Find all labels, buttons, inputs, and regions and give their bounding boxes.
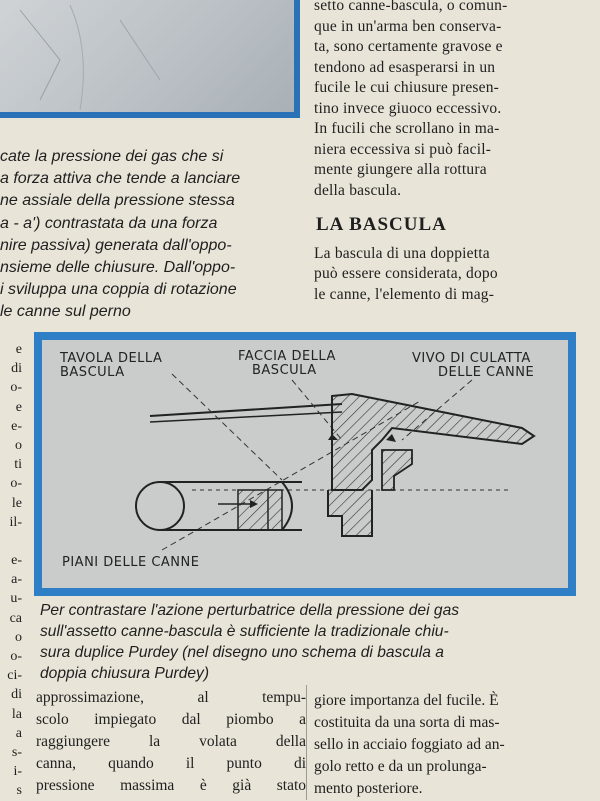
lump [238,490,268,530]
paragraph-line: fucile le cui chiusure presen- [314,79,500,96]
figure-frame [34,332,576,596]
photo-texture [0,0,294,112]
body-line: raggiungere la volata della [36,733,306,750]
strip-fragment: e [15,399,22,415]
label-tavola: TAVOLA DELLA BASCULA [60,351,163,380]
left-cropped-column [0,340,22,801]
strip-fragment: la [11,706,22,722]
caption-line: sura duplice Purdey (nel disegno uno schema di bascula a [40,644,444,661]
italic-line: le canne sul perno [0,303,131,321]
paragraph-line: ta, sono certamente gravose e [314,38,503,55]
strip-fragment: il- [9,514,22,530]
paragraph-line: le canne, l'elemento di mag- [314,285,495,303]
body-line: golo retto e da un prolunga- [314,758,487,775]
caption-line: Per contrastare l'azione perturbatrice della pressione dei gas [40,602,460,619]
paragraph-line: tino invece giuoco eccessivo. [314,99,502,117]
bottom-left-column [36,687,306,797]
italic-line: ne assiale della pressione stessa [0,192,235,210]
italic-line: i sviluppa una coppia di rotazione [0,281,237,299]
strip-fragment: ti [14,457,22,473]
strip-fragment: o- [10,380,22,396]
italic-line: a - a') contrastata da una forza [0,214,218,232]
strip-fragment: e- [11,553,22,569]
paragraph-line: tendono ad esasperarsi in un [314,58,496,76]
strip-fragment: le [11,495,22,511]
body-line: sello in acciaio foggiato ad an- [314,736,505,753]
strip-fragment: di [11,687,22,703]
paragraph-line: In fucili che scrollano in ma- [314,120,500,137]
strip-fragment: di [11,361,22,377]
strip-fragment: i- [13,764,22,780]
paragraph-line: La bascula di una doppietta [314,244,490,262]
strip-fragment [0,532,22,551]
section-heading: LA BASCULA [316,214,447,235]
body-line: pressione massima è già stato [36,777,306,794]
right-column-text [314,0,584,305]
body-line: costituita da una sorta di mas- [314,714,500,731]
label-vivo: VIVO DI CULATTA DELLE CANNE [412,351,535,380]
figure-caption [40,600,580,684]
paragraph-line: niera eccessiva si può facil- [314,140,492,158]
paragraph-line: que in un'arma ben conserva- [314,17,502,35]
strip-fragment: o [15,437,22,453]
label-faccia: FACCIA DELLA BASCULA [238,349,336,378]
body-line: mento posteriore. [314,780,423,797]
dashed-line [172,374,282,480]
paragraph-line: mente giungere alla rottura [314,161,487,178]
body-line: scolo impiegato dal piombo a [36,711,306,728]
strip-fragment: a [15,725,22,741]
strip-fragment: o- [10,649,22,664]
strip-fragment: a- [11,572,22,588]
strip-fragment: s [16,783,22,799]
strip-fragment: ci- [7,668,22,684]
left-italic-text [0,146,300,324]
italic-line: cate la pressione dei gas che si [0,148,224,165]
barrel-circle [136,482,184,530]
italic-line: a forza attiva che tende a lanciare [0,170,241,188]
body-line: giore importanza del fucile. È [314,692,499,709]
strip-fragment: o- [10,476,22,492]
bascula-body [332,394,534,490]
label-piani: PIANI DELLE CANNE [62,555,200,570]
strip-fragment: s- [11,744,22,760]
caption-line: sull'assetto canne-bascula è sufficiente la tradizionale chiu- [40,623,449,640]
strip-fragment: ca [9,610,22,626]
strip-fragment: o [15,629,22,645]
column-divider [306,685,307,800]
italic-line: nire passiva) generata dall'oppo- [0,236,232,254]
paragraph-line: setto canne-bascula, o comun- [314,0,508,14]
caption-line: doppia chiusura Purdey) [40,665,210,682]
top-photo [0,0,300,118]
bascula-diagram [42,340,568,588]
bottom-right-column [314,690,576,800]
strip-fragment: u- [10,591,22,607]
body-line: canna, quando il punto di [36,755,306,772]
strip-fragment: e- [11,418,22,434]
body-line: approssimazione, al tempu- [36,689,306,706]
italic-line: nsieme delle chiusure. Dall'oppo- [0,259,236,277]
paragraph-line: della bascula. [314,181,402,199]
paragraph-line: può essere considerata, dopo [314,265,498,282]
strip-fragment: e [15,342,22,357]
